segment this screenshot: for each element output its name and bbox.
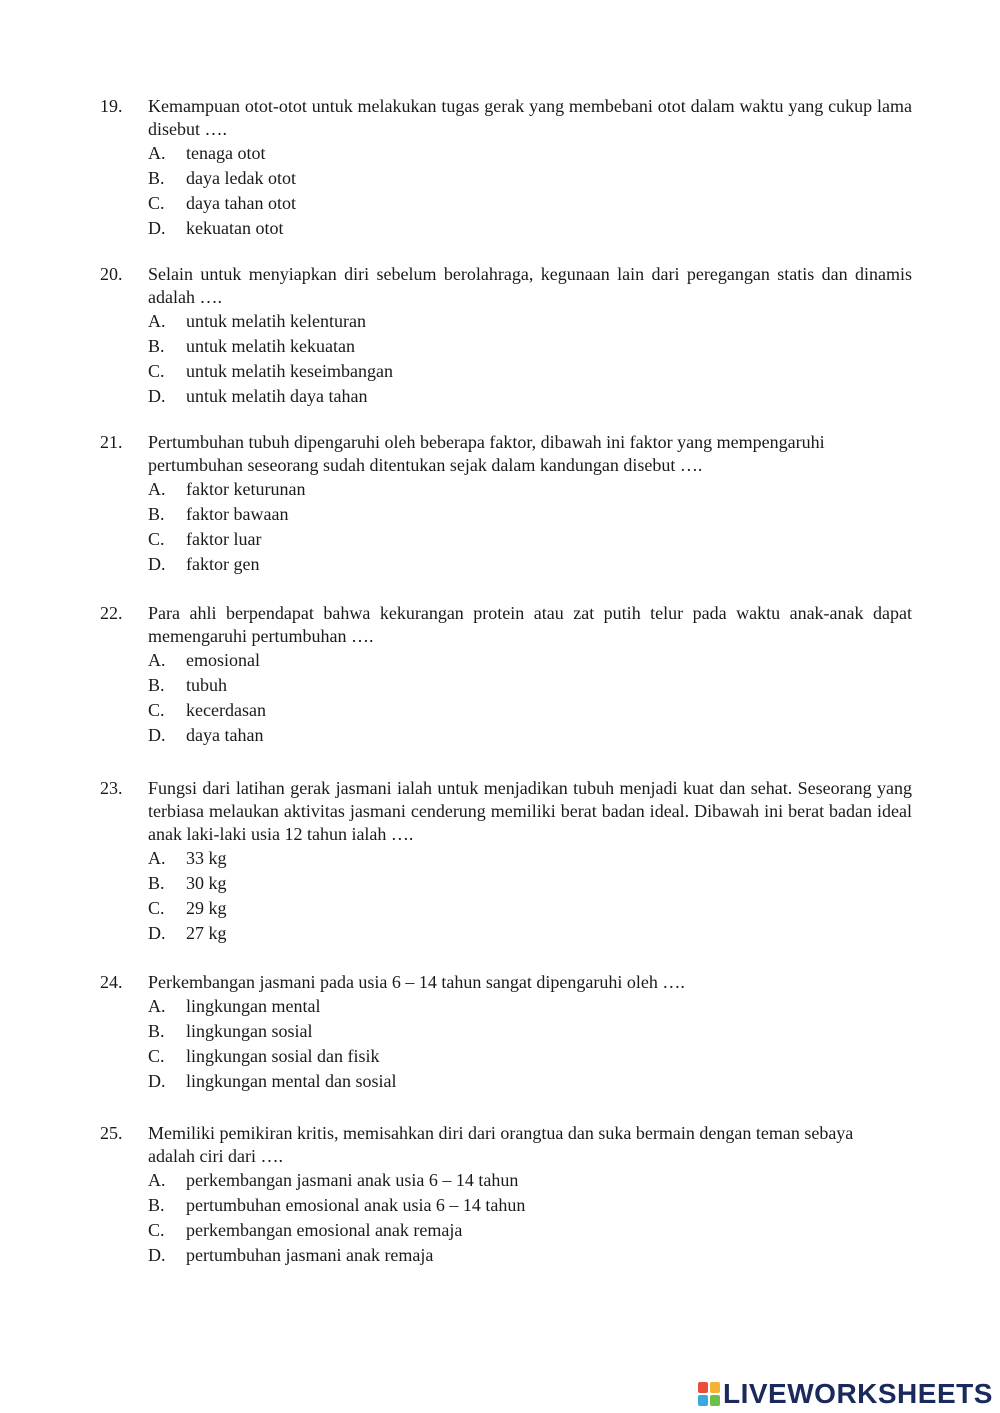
option-c[interactable] (100, 359, 912, 384)
option-letter: A. (148, 143, 166, 163)
option-d[interactable] (100, 216, 912, 241)
option-letter: D. (148, 923, 166, 943)
option-d[interactable] (100, 552, 912, 577)
option-d[interactable] (100, 1069, 912, 1094)
option-d[interactable] (100, 1243, 912, 1268)
option-letter: A. (148, 848, 166, 868)
option-a[interactable] (100, 141, 912, 166)
logo-square (698, 1382, 708, 1393)
option-text: perkembangan jasmani anak usia 6 – 14 tahun (186, 1170, 519, 1190)
option-list (100, 648, 912, 748)
liveworksheets-logo-icon (698, 1382, 720, 1406)
question-23 (100, 777, 912, 946)
question-text: Pertumbuhan tubuh dipengaruhi oleh beberapa faktor, dibawah ini faktor yang mempengaruhi pertumbuhan seseorang sudah ditentukan sejak dalam kandungan disebut …. (148, 432, 825, 475)
option-letter: A. (148, 311, 166, 331)
option-text: faktor gen (186, 554, 260, 574)
option-letter: B. (148, 1195, 165, 1215)
option-text: daya tahan (186, 725, 264, 745)
option-d[interactable] (100, 384, 912, 409)
question-19 (100, 95, 912, 241)
option-letter: C. (148, 898, 165, 918)
option-letter: C. (148, 1046, 165, 1066)
option-letter: D. (148, 725, 166, 745)
option-text: 30 kg (186, 873, 227, 893)
option-c[interactable] (100, 1044, 912, 1069)
option-text: perkembangan emosional anak remaja (186, 1220, 463, 1240)
option-c[interactable] (100, 698, 912, 723)
option-d[interactable] (100, 723, 912, 748)
option-letter: A. (148, 479, 166, 499)
option-letter: C. (148, 700, 165, 720)
option-a[interactable] (100, 477, 912, 502)
option-a[interactable] (100, 648, 912, 673)
option-text: lingkungan sosial (186, 1021, 313, 1041)
option-letter: D. (148, 1245, 166, 1265)
question-number: 20. (100, 264, 123, 284)
option-list (100, 846, 912, 946)
option-text: untuk melatih kekuatan (186, 336, 355, 356)
option-b[interactable] (100, 166, 912, 191)
option-letter: D. (148, 1071, 166, 1091)
liveworksheets-logo[interactable] (698, 1378, 993, 1410)
option-c[interactable] (100, 527, 912, 552)
option-text: lingkungan mental dan sosial (186, 1071, 397, 1091)
option-text: lingkungan sosial dan fisik (186, 1046, 380, 1066)
option-a[interactable] (100, 994, 912, 1019)
option-d[interactable] (100, 921, 912, 946)
option-text: lingkungan mental (186, 996, 321, 1016)
logo-square (710, 1382, 720, 1393)
question-20 (100, 263, 912, 409)
option-letter: A. (148, 1170, 166, 1190)
option-list (100, 141, 912, 241)
question-25 (100, 1122, 912, 1268)
option-text: kekuatan otot (186, 218, 284, 238)
option-text: pertumbuhan emosional anak usia 6 – 14 tahun (186, 1195, 526, 1215)
question-22 (100, 602, 912, 748)
question-number: 19. (100, 96, 123, 116)
option-text: untuk melatih daya tahan (186, 386, 368, 406)
option-text: 27 kg (186, 923, 227, 943)
question-text: Memiliki pemikiran kritis, memisahkan diri dari orangtua dan suka bermain dengan teman sebaya adalah ciri dari …. (148, 1123, 854, 1166)
logo-text: LIVEWORKSHEETS (723, 1378, 993, 1409)
option-c[interactable] (100, 191, 912, 216)
question-number: 21. (100, 432, 123, 452)
question-number: 23. (100, 778, 123, 798)
logo-square (710, 1395, 720, 1406)
question-number: 22. (100, 603, 123, 623)
option-letter: D. (148, 386, 166, 406)
option-letter: B. (148, 504, 165, 524)
option-list (100, 1168, 912, 1268)
question-number: 24. (100, 972, 123, 992)
option-b[interactable] (100, 1193, 912, 1218)
option-a[interactable] (100, 1168, 912, 1193)
option-list (100, 994, 912, 1094)
option-a[interactable] (100, 309, 912, 334)
question-text: Fungsi dari latihan gerak jasmani ialah untuk menjadikan tubuh menjadi kuat dan sehat. Seseorang yang terbiasa melaukan aktivitas jasmani cenderung memiliki berat badan ideal. Dibawah ini berat badan ideal anak laki-laki usia 12 tahun ialah …. (148, 778, 912, 844)
question-text: Perkembangan jasmani pada usia 6 – 14 tahun sangat dipengaruhi oleh …. (148, 972, 685, 992)
option-text: untuk melatih keseimbangan (186, 361, 393, 381)
option-letter: C. (148, 193, 165, 213)
question-24 (100, 971, 912, 1094)
option-letter: C. (148, 361, 165, 381)
question-text: Selain untuk menyiapkan diri sebelum berolahraga, kegunaan lain dari peregangan statis dan dinamis adalah …. (148, 264, 912, 307)
option-letter: A. (148, 996, 166, 1016)
option-text: 29 kg (186, 898, 227, 918)
option-letter: B. (148, 873, 165, 893)
option-b[interactable] (100, 502, 912, 527)
option-b[interactable] (100, 871, 912, 896)
question-number: 25. (100, 1123, 123, 1143)
option-letter: B. (148, 336, 165, 356)
option-text: faktor keturunan (186, 479, 306, 499)
logo-square (698, 1395, 708, 1406)
option-b[interactable] (100, 673, 912, 698)
option-b[interactable] (100, 334, 912, 359)
option-text: kecerdasan (186, 700, 266, 720)
option-text: 33 kg (186, 848, 227, 868)
option-b[interactable] (100, 1019, 912, 1044)
option-letter: B. (148, 675, 165, 695)
option-c[interactable] (100, 1218, 912, 1243)
option-letter: A. (148, 650, 166, 670)
option-text: daya ledak otot (186, 168, 296, 188)
option-text: emosional (186, 650, 260, 670)
option-letter: B. (148, 1021, 165, 1041)
option-text: untuk melatih kelenturan (186, 311, 366, 331)
option-text: pertumbuhan jasmani anak remaja (186, 1245, 434, 1265)
option-letter: B. (148, 168, 165, 188)
option-letter: C. (148, 1220, 165, 1240)
option-letter: D. (148, 218, 166, 238)
question-21 (100, 431, 912, 577)
option-c[interactable] (100, 896, 912, 921)
option-list (100, 309, 912, 409)
option-text: tenaga otot (186, 143, 266, 163)
option-a[interactable] (100, 846, 912, 871)
option-letter: D. (148, 554, 166, 574)
option-text: faktor luar (186, 529, 262, 549)
question-text: Para ahli berpendapat bahwa kekurangan protein atau zat putih telur pada waktu anak-anak dapat memengaruhi pertumbuhan …. (148, 603, 912, 646)
question-text: Kemampuan otot-otot untuk melakukan tugas gerak yang membebani otot dalam waktu yang cukup lama disebut …. (148, 96, 912, 139)
option-text: daya tahan otot (186, 193, 296, 213)
option-list (100, 477, 912, 577)
option-letter: C. (148, 529, 165, 549)
option-text: tubuh (186, 675, 228, 695)
option-text: faktor bawaan (186, 504, 289, 524)
